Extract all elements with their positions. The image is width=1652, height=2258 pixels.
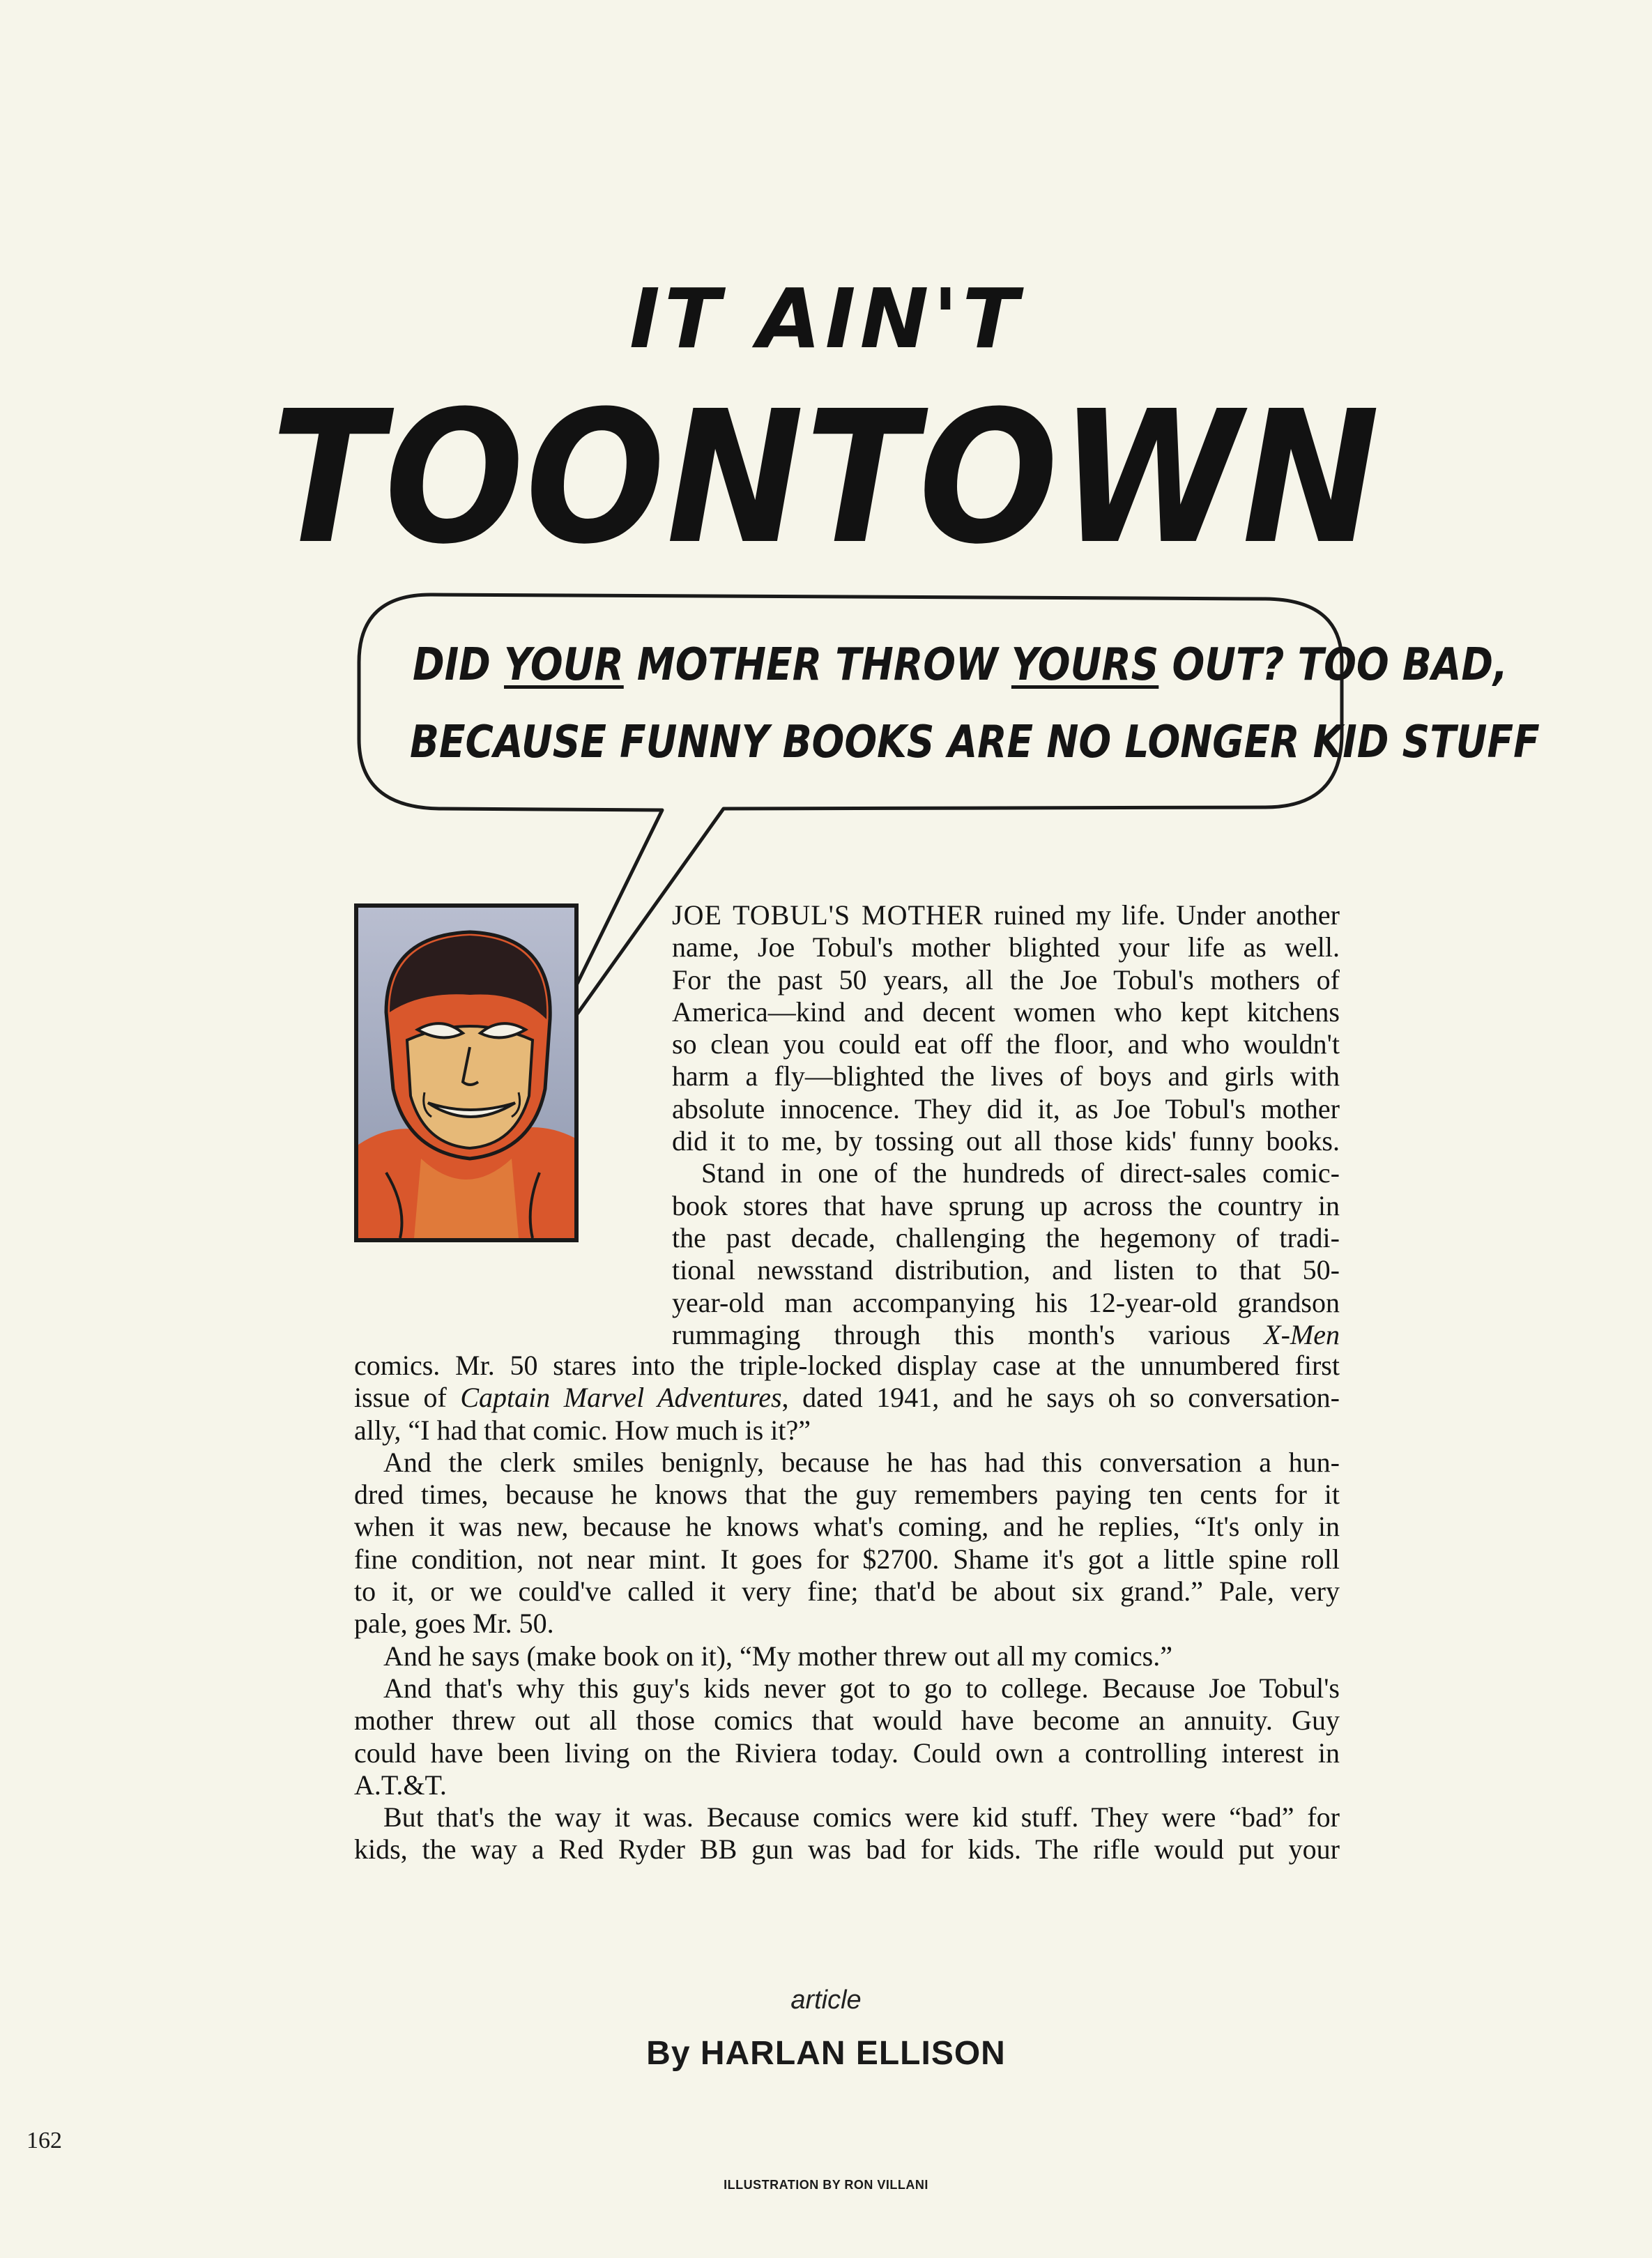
- text-line: dred times, because he knows that the guy remembers paying ten cents for it: [354, 1479, 1340, 1511]
- text-line: comics. Mr. 50 stares into the triple-locked display case at the unnumbered first: [354, 1350, 1340, 1381]
- text-line: could have been living on the Riviera today. Could own a controlling interest in: [354, 1737, 1340, 1769]
- text-line: did it to me, by tossing out all those kids' funny books.: [672, 1125, 1340, 1157]
- text-line: But that's the way it was. Because comics were kid stuff. They were “bad” for: [383, 1801, 1340, 1833]
- text-line: And he says (make book on it), “My mother threw out all my comics.”: [383, 1640, 1172, 1672]
- article-genre-label: article: [790, 1985, 862, 2015]
- text-line: rummaging through this month's various X-Men: [672, 1318, 1340, 1350]
- text-line: mother threw out all those comics that would have become an annuity. Guy: [354, 1704, 1340, 1737]
- masked-hero-face-icon: [358, 908, 574, 1238]
- text-line: year-old man accompanying his 12-year-old grandson: [672, 1286, 1340, 1318]
- text-line: when it was new, because he knows what's coming, and he replies, “It's only in: [354, 1511, 1340, 1543]
- text-line: Stand in one of the hundreds of direct-sales comic-: [701, 1157, 1340, 1189]
- text-line: pale, goes Mr. 50.: [354, 1608, 554, 1640]
- deck-line-2: BECAUSE FUNNY BOOKS ARE NO LONGER KID STUFF: [410, 717, 1540, 768]
- text-line: America—kind and decent women who kept kitchens: [672, 995, 1340, 1028]
- text-line: And that's why this guy's kids never got to go to college. Because Joe Tobul's: [383, 1672, 1340, 1704]
- text-line: harm a fly—blighted the lives of boys and girls with: [672, 1060, 1340, 1092]
- text-line: absolute innocence. They did it, as Joe Tobul's mother: [672, 1092, 1340, 1124]
- page-number: 162: [26, 2128, 62, 2153]
- text-line: JOE TOBUL'S MOTHER ruined my life. Under another: [672, 899, 1340, 931]
- article-column-top: [672, 899, 1340, 1351]
- text-line: the past decade, challenging the hegemony of tradi-: [672, 1221, 1340, 1253]
- x-men-title: X-Men: [1264, 1318, 1340, 1350]
- text-line: ally, “I had that comic. How much is it?”: [354, 1414, 811, 1446]
- captain-marvel-title: Captain Marvel Adventures: [460, 1382, 782, 1414]
- text-line: issue of Captain Marvel Adventures, dated 1941, and he says oh so conversation-: [354, 1382, 1340, 1414]
- kicker-title: IT AIN'T: [629, 270, 1023, 367]
- text-line: fine condition, not near mint. It goes for $2700. Shame it's got a little spine roll: [354, 1543, 1340, 1575]
- lead-in: JOE TOBUL'S MOTHER: [672, 899, 984, 931]
- text-line: tional newsstand distribution, and listen to that 50-: [672, 1254, 1340, 1286]
- text-line: name, Joe Tobul's mother blighted your life as well.: [672, 931, 1340, 963]
- text-line: kids, the way a Red Ryder BB gun was bad for kids. The rifle would put your: [354, 1833, 1340, 1866]
- article-column-full: [354, 1350, 1340, 1866]
- text-line: so clean you could eat off the floor, and who wouldn't: [672, 1028, 1340, 1060]
- headline-title: TOONTOWN: [270, 372, 1382, 584]
- text-line: And the clerk smiles benignly, because he has had this conversation a hun-: [383, 1446, 1340, 1478]
- text-line: book stores that have sprung up across the country in: [672, 1189, 1340, 1221]
- hero-portrait-illustration: [354, 903, 579, 1242]
- illustration-credit: ILLUSTRATION BY RON VILLANI: [724, 2178, 928, 2192]
- deck-line-1: DID YOUR MOTHER THROW YOURS OUT? TOO BAD,: [413, 639, 1508, 691]
- text-line: to it, or we could've called it very fine; that'd be about six grand.” Pale, very: [354, 1576, 1340, 1608]
- text-line: For the past 50 years, all the Joe Tobul's mothers of: [672, 963, 1340, 995]
- text-line: A.T.&T.: [354, 1769, 447, 1801]
- byline: By HARLAN ELLISON: [646, 2035, 1006, 2072]
